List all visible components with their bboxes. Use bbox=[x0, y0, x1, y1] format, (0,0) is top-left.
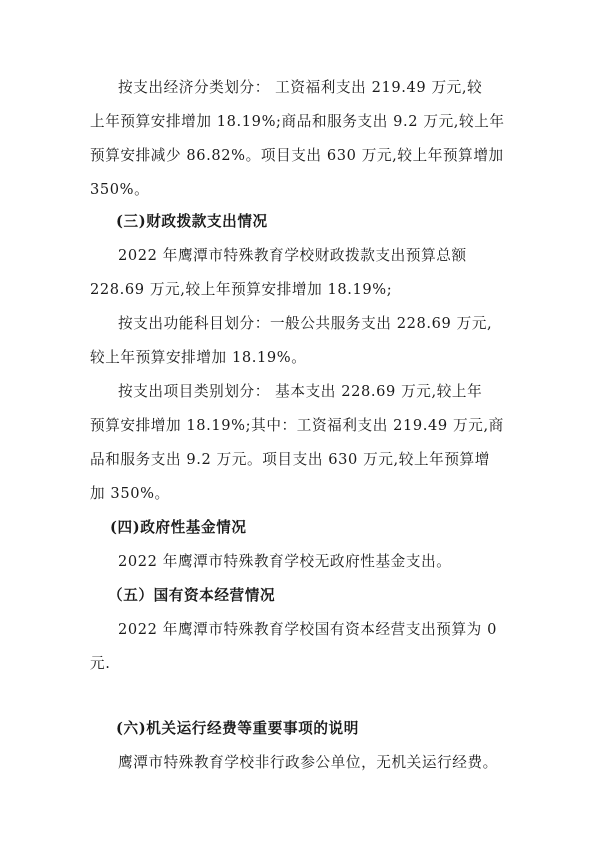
section-6-body-line-1: 鹰潭市特殊教育学校非行政参公单位，无机关运行经费。 bbox=[118, 754, 498, 771]
section-3-project-line-4: 加 350%。 bbox=[90, 485, 170, 502]
econ-classification-line-1: 按支出经济分类划分： 工资福利支出 219.49 万元,较 bbox=[118, 79, 483, 96]
econ-classification-line-2: 上年预算安排增加 18.19%;商品和服务支出 9.2 万元,较上年 bbox=[90, 113, 505, 130]
section-3-functional-line-1: 按支出功能科目划分：一般公共服务支出 228.69 万元, bbox=[118, 315, 493, 332]
section-3-total-line-1: 2022 年鹰潭市特殊教育学校财政拨款支出预算总额 bbox=[118, 247, 467, 264]
section-5-body-line-1: 2022 年鹰潭市特殊教育学校国有资本经营支出预算为 0 bbox=[118, 621, 497, 638]
section-3-heading: (三)财政拨款支出情况 bbox=[116, 213, 268, 230]
section-5-heading: （五）国有资本经营情况 bbox=[108, 587, 276, 604]
section-5-body-line-2: 元. bbox=[90, 655, 111, 672]
section-3-functional-line-2: 较上年预算安排增加 18.19%。 bbox=[90, 349, 307, 366]
section-4-heading: (四)政府性基金情况 bbox=[110, 519, 247, 536]
section-3-project-line-3: 品和服务支出 9.2 万元。项目支出 630 万元,较上年预算增 bbox=[90, 451, 490, 468]
section-4-body-line-1: 2022 年鹰潭市特殊教育学校无政府性基金支出。 bbox=[118, 553, 452, 570]
econ-classification-line-3: 预算安排减少 86.82%。项目支出 630 万元,较上年预算增加 bbox=[90, 147, 504, 164]
section-3-total-line-2: 228.69 万元,较上年预算安排增加 18.19%; bbox=[90, 281, 393, 298]
section-3-project-line-1: 按支出项目类别划分： 基本支出 228.69 万元,较上年 bbox=[118, 383, 483, 400]
section-3-project-line-2: 预算安排增加 18.19%;其中：工资福利支出 219.49 万元,商 bbox=[90, 417, 504, 434]
section-6-heading: (六)机关运行经费等重要事项的说明 bbox=[116, 720, 359, 737]
econ-classification-line-4: 350%。 bbox=[90, 181, 150, 198]
